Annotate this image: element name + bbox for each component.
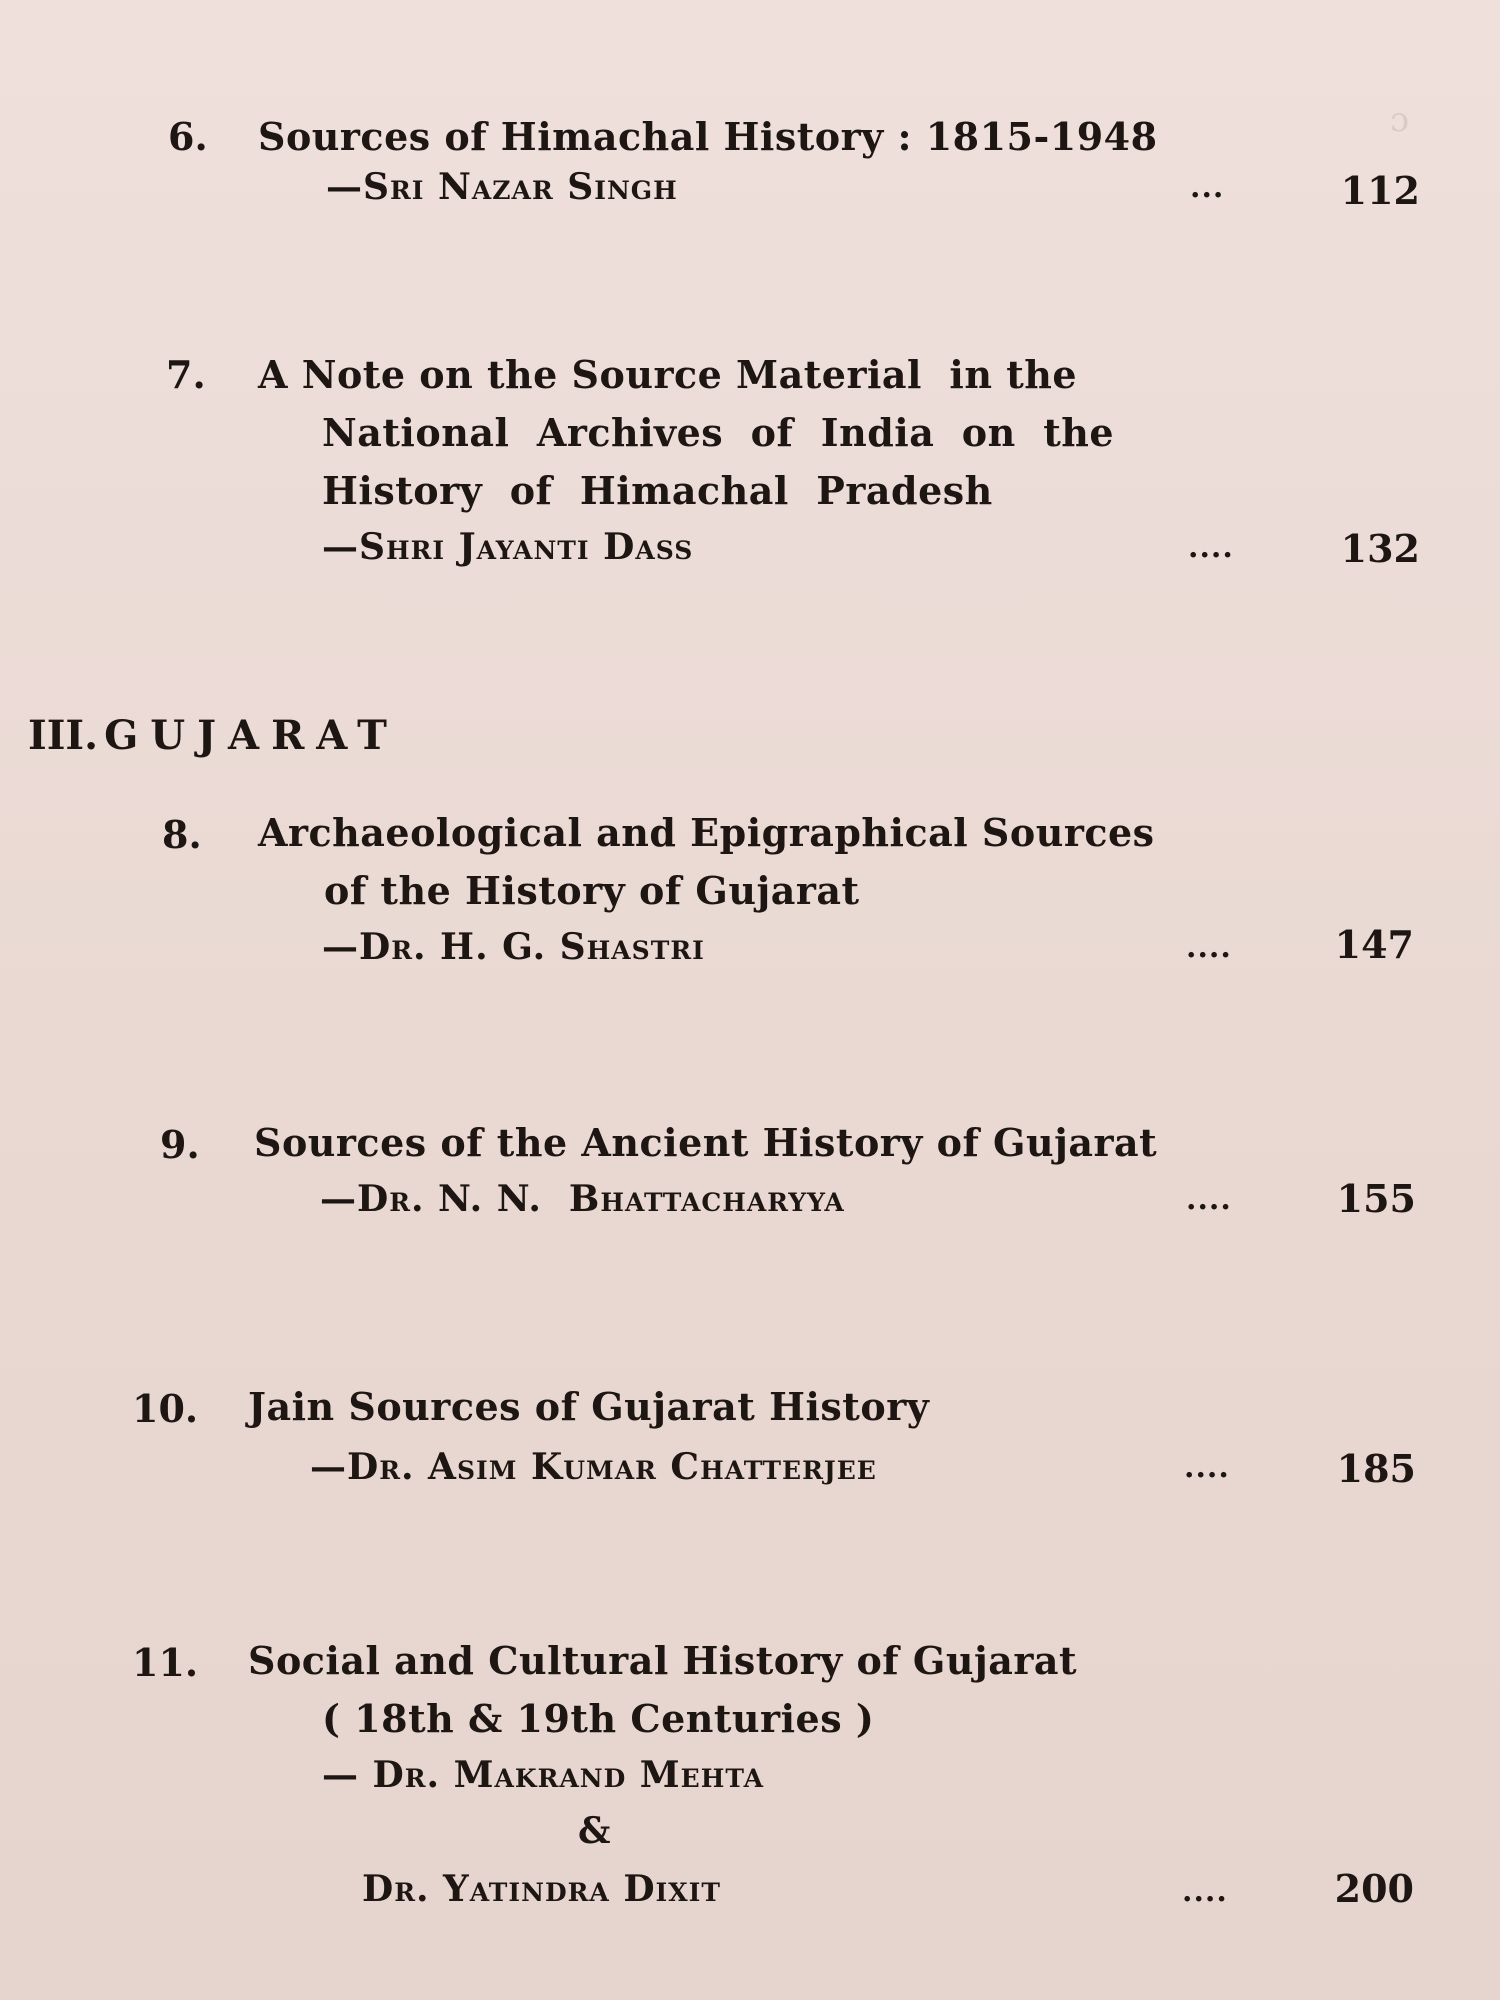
entry-number: 6. [168,114,208,159]
entry-number: 8. [162,812,202,857]
leader-dots: .... [1188,530,1234,565]
entry-title-line-1: A Note on the Source Material in the [258,352,1078,397]
section-number: III. [28,712,99,759]
entry-author-2: Dr. Yatindra Dixit [362,1868,721,1910]
page-number: 200 [1334,1866,1414,1911]
entry-author: —Dr. H. G. Shastri [322,926,705,968]
entry-number: 10. [132,1386,199,1431]
entry-author: —Dr. N. N. Bhattacharyya [320,1178,845,1220]
leader-dots: .... [1186,1182,1232,1217]
entry-title-line-3: History of Himachal Pradesh [322,468,993,513]
entry-number: 9. [160,1122,200,1167]
page-number: 132 [1340,526,1420,571]
entry-number: 7. [166,352,206,397]
page-number: 147 [1334,922,1414,967]
entry-author: —Dr. Asim Kumar Chatterjee [310,1446,877,1488]
page-number: 155 [1336,1176,1416,1221]
leader-dots: .... [1186,930,1232,965]
leader-dots: ... [1190,170,1225,205]
ampersand: & [578,1810,611,1852]
page-number: 185 [1336,1446,1416,1491]
entry-title: Jain Sources of Gujarat History [248,1384,930,1429]
leader-dots: .... [1184,1450,1230,1485]
entry-title-line-1: Social and Cultural History of Gujarat [248,1638,1078,1683]
section-name: GUJARAT [104,712,399,759]
entry-number: 11. [132,1640,199,1685]
entry-title-line-2: ( 18th & 19th Centuries ) [322,1696,875,1741]
entry-author: — Dr. Makrand Mehta [322,1754,764,1796]
entry-author: —Sri Nazar Singh [326,166,678,208]
bleed-through-text: ɔ [1390,100,1410,140]
page-number: 112 [1340,168,1420,213]
leader-dots: .... [1182,1874,1228,1909]
section-heading [28,712,399,759]
entry-title-line-2: of the History of Gujarat [324,868,860,913]
entry-title-line-1: Archaeological and Epigraphical Sources [258,810,1155,855]
entry-title: Sources of the Ancient History of Gujarat [254,1120,1158,1165]
entry-title-line-2: National Archives of India on the [322,410,1115,455]
entry-author: —Shri Jayanti Dass [322,526,694,568]
entry-title: Sources of Himachal History : 1815-1948 [258,114,1158,159]
